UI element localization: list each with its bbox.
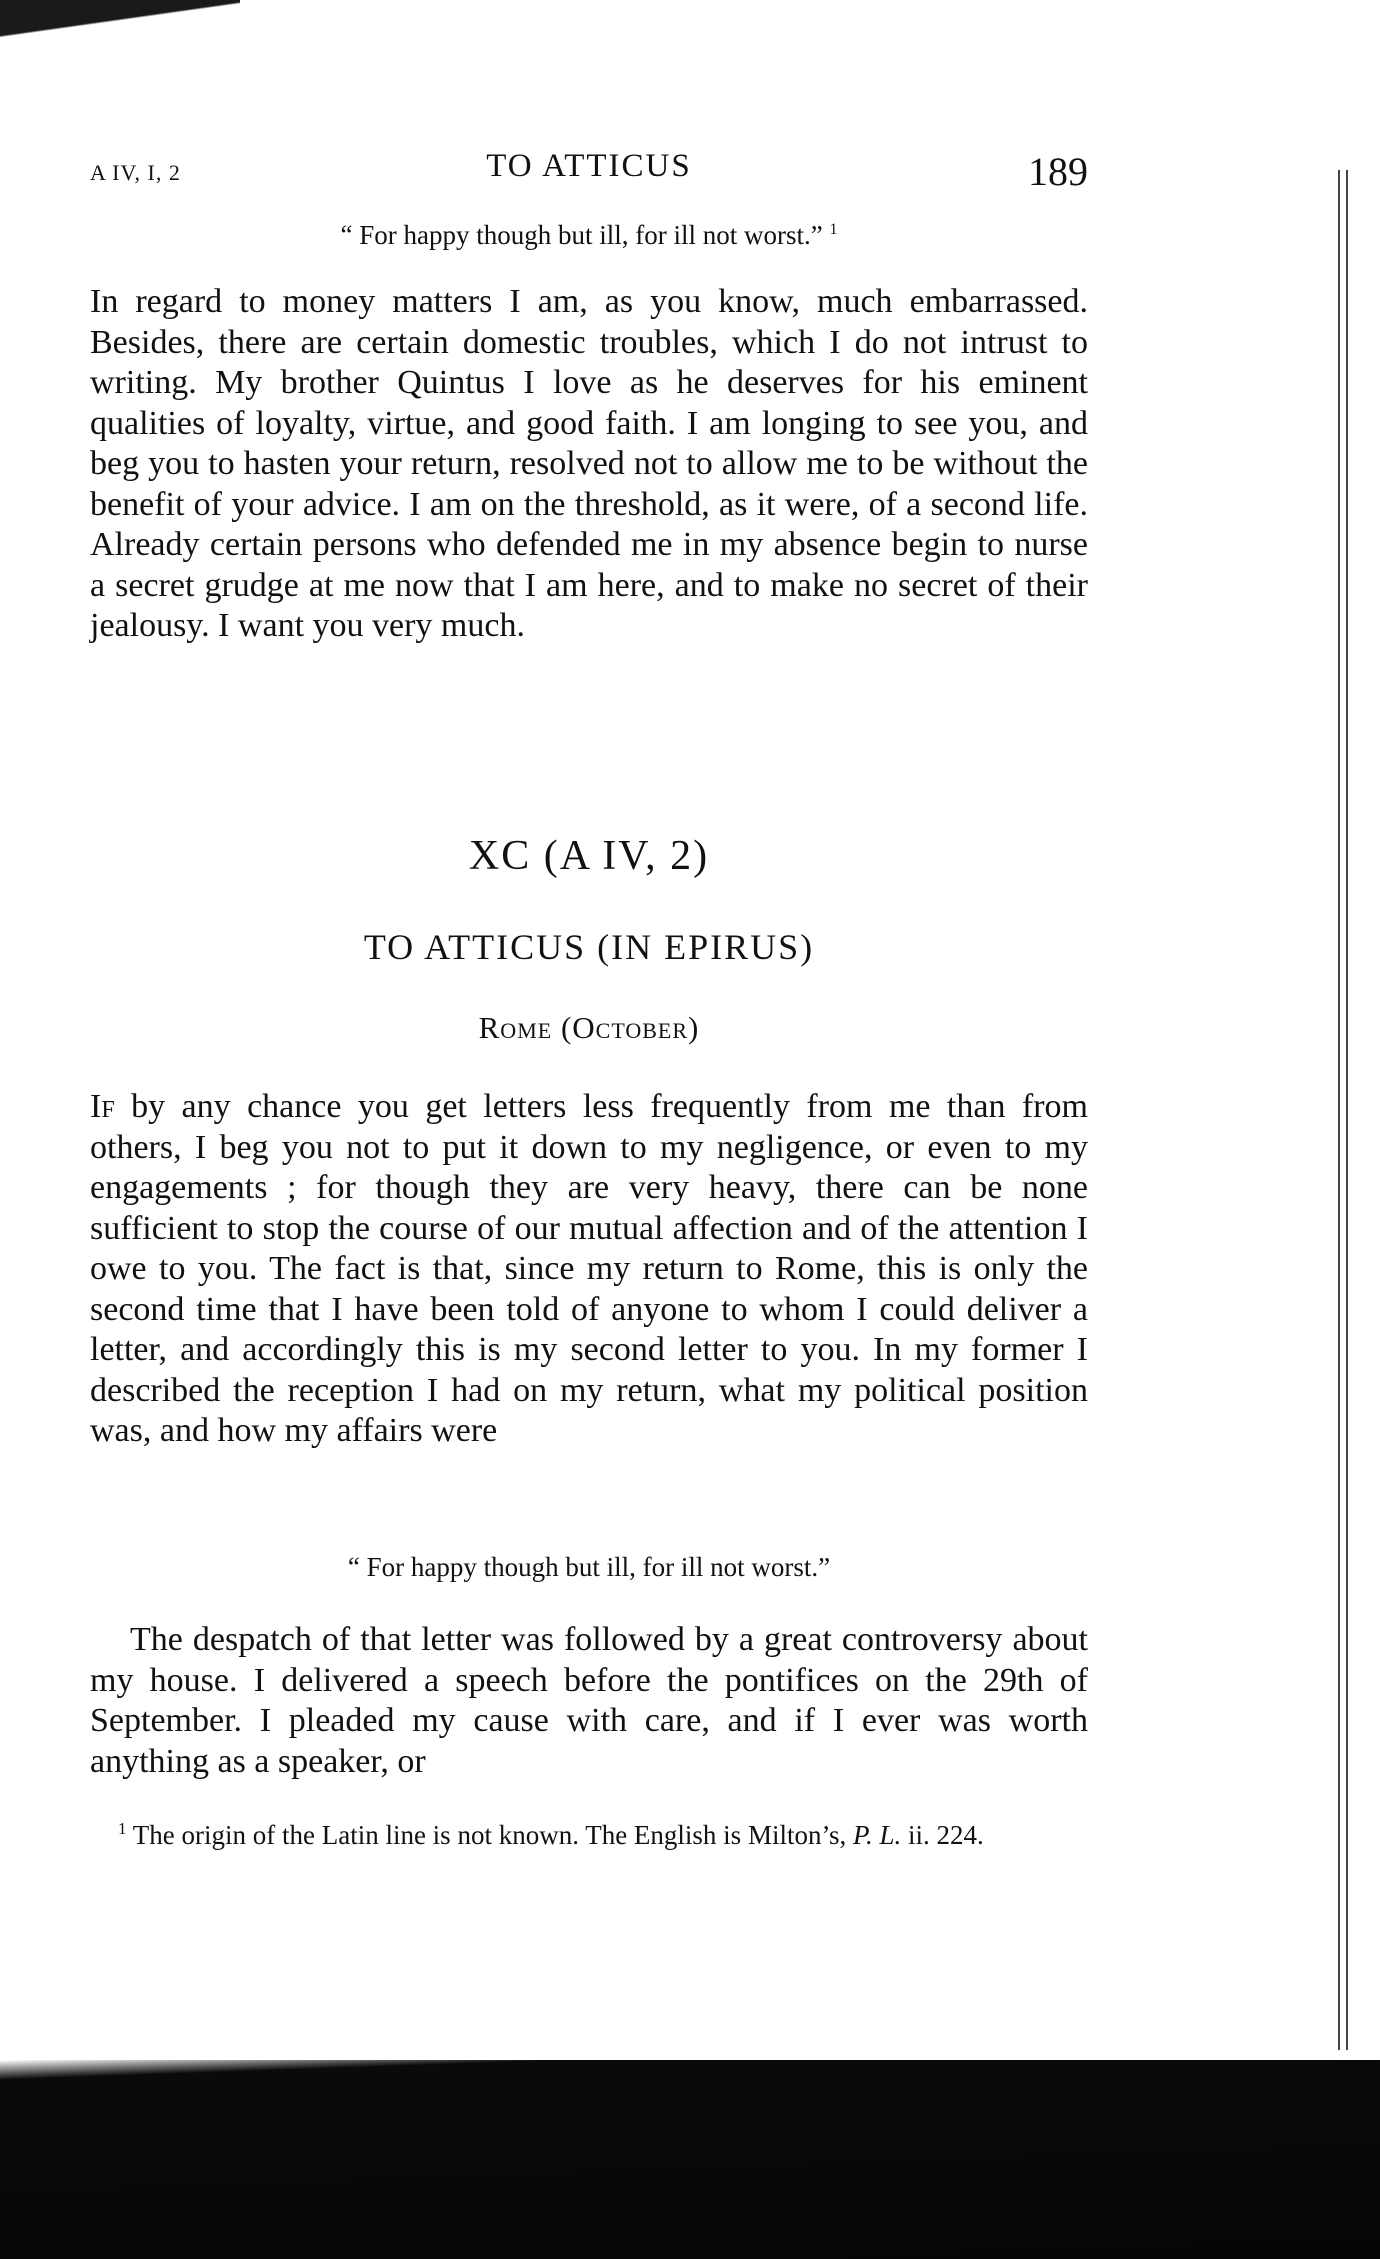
running-head-title: TO ATTICUS	[486, 148, 692, 184]
paragraph-text: by any chance you get letters less frequently from me than from others, I beg you not to put it down to my negligence, or even to my engagements ; for though they are very heavy, there can be none sufficient to stop the course of our mutual affection and of the attention I owe to you. The fact is that, since my return to Rome, this is only the second time that I have been told of anyone to whom I could deliver a letter, and accordingly this is my second letter to you. In my former I described the reception I had on my return, what my political position was, and how my affairs were	[90, 1088, 1088, 1449]
footnote-reference: 1	[829, 221, 838, 238]
footnote-reference-rest: ii. 224.	[901, 1820, 984, 1850]
letter-place-date: Rome (October)	[478, 1010, 700, 1045]
page-number: 189	[1028, 149, 1088, 194]
running-head	[90, 148, 1088, 192]
body-paragraph: The despatch of that letter was followed by a great controversy about my house. I delivered a speech before the pontifices on the 29th of September. I pleaded my cause with care, and if I ever was worth anything as a speaker, or	[90, 1621, 1088, 1780]
footnote-marker: 1	[118, 1819, 127, 1838]
scan-shadow-bottom	[0, 2060, 1380, 2259]
footnote-reference-italic: P. L.	[852, 1820, 902, 1850]
footnote	[90, 1812, 1088, 1852]
verse-quote	[90, 220, 1088, 251]
verse-quote: “ For happy though but ill, for ill not worst.”	[347, 1552, 831, 1582]
body-paragraph	[90, 1087, 1088, 1452]
scan-edge-line	[1346, 170, 1348, 2050]
scan-shadow-top	[0, 0, 240, 60]
opening-word: If	[90, 1088, 115, 1125]
scan-edge-line	[1338, 170, 1340, 2050]
running-head-reference: A IV, I, 2	[90, 160, 181, 185]
verse-quote-text: “ For happy though but ill, for ill not worst.”	[340, 220, 823, 250]
letter-number: XC (A IV, 2)	[468, 833, 710, 879]
body-paragraph: In regard to money matters I am, as you know, much embarrassed. Besides, there are certain domestic troubles, which I do not intrust to writing. My brother Quintus I love as he deserves for his eminent qualities of loyalty, virtue, and good faith. I am longing to see you, and beg you to hasten your return, resolved not to allow me to be without the benefit of your advice. I am on the threshold, as it were, of a second life. Already certain persons who defended me in my absence begin to nurse a secret grudge at me now that I am here, and to make no secret of their jealousy. I want you very much.	[90, 283, 1088, 644]
letter-title: TO ATTICUS (IN EPIRUS)	[363, 927, 815, 967]
footnote-text: The origin of the Latin line is not known. The English is Milton’s,	[132, 1820, 847, 1850]
